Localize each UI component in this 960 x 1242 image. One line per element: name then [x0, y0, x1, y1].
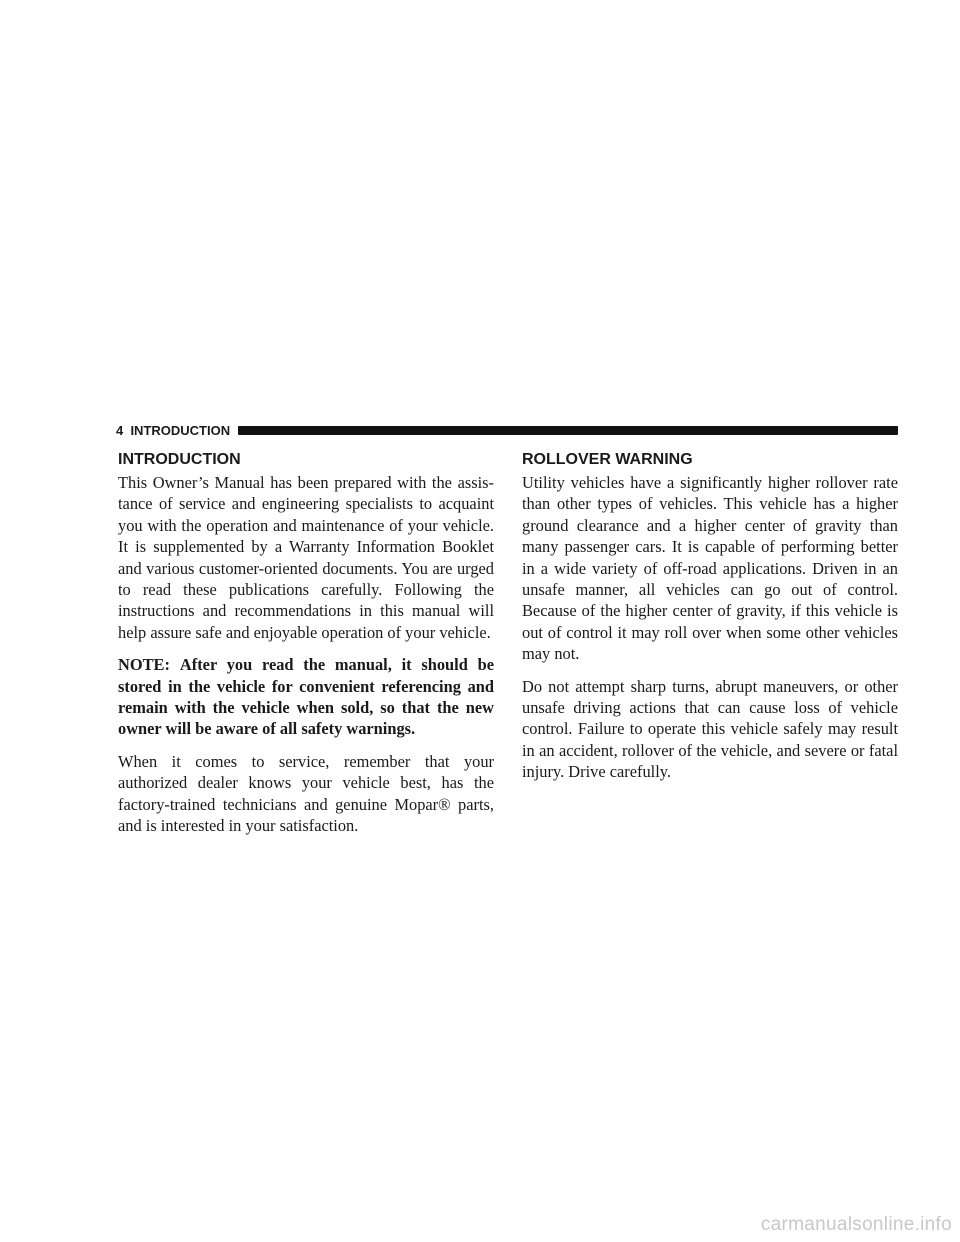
intro-paragraph: This Owner’s Manual has been prepared with the assis- tance of service and engineering specialists to acquaint you with the operation and maintenance of your vehicle. It is supplemented by a Warranty Information Booklet and various customer-oriented documents. You are urged to read these publications carefully. Following the instructions and recommendations in this manual will help assure safe and enjoyable operation of your vehicle.	[118, 473, 494, 642]
note-text: After you read the manual, it should be stored in the vehicle for convenient referencing and remain with the vehicle when sold, so that the new owner will be aware of all safety warnings.	[118, 655, 494, 739]
service-paragraph: When it comes to service, remember that your authorized dealer knows your vehicle best, has the factory-trained technicians and genuine Mopar® parts, and is interested in your satisfaction.	[118, 751, 494, 836]
rollover-paragraph-2: Do not attempt sharp turns, abrupt maneuvers, or other unsafe driving actions that can cause loss of vehicle control. Failure to operate this vehicle safely may result in an accident, rollover of the vehicle, and severe or fatal injury. Drive carefully.	[522, 676, 898, 782]
rollover-warning-heading: ROLLOVER WARNING	[522, 451, 693, 468]
rollover-paragraph-1: Utility vehicles have a significantly higher rollover rate than other types of vehicles. This vehicle has a higher ground clearance and a higher center of gravity than many passenger cars. It is capable of performing better in a wide variety of off-road applications. Driven in an unsafe manner, all vehicles can go out of control. Because of the higher center of gravity, if this vehicle is out of control it may roll over when some other vehicles may not.	[522, 473, 898, 664]
section-title: INTRODUCTION	[130, 422, 231, 438]
page-number: 4	[116, 422, 124, 438]
introduction-heading: INTRODUCTION	[118, 451, 241, 468]
left-column	[118, 450, 494, 848]
right-column	[522, 450, 898, 794]
note-paragraph	[118, 654, 494, 740]
watermark-text: carmanualsonline.info	[760, 1214, 952, 1235]
page-header	[116, 421, 898, 439]
note-label: NOTE:	[118, 655, 170, 675]
header-rule	[238, 426, 898, 435]
